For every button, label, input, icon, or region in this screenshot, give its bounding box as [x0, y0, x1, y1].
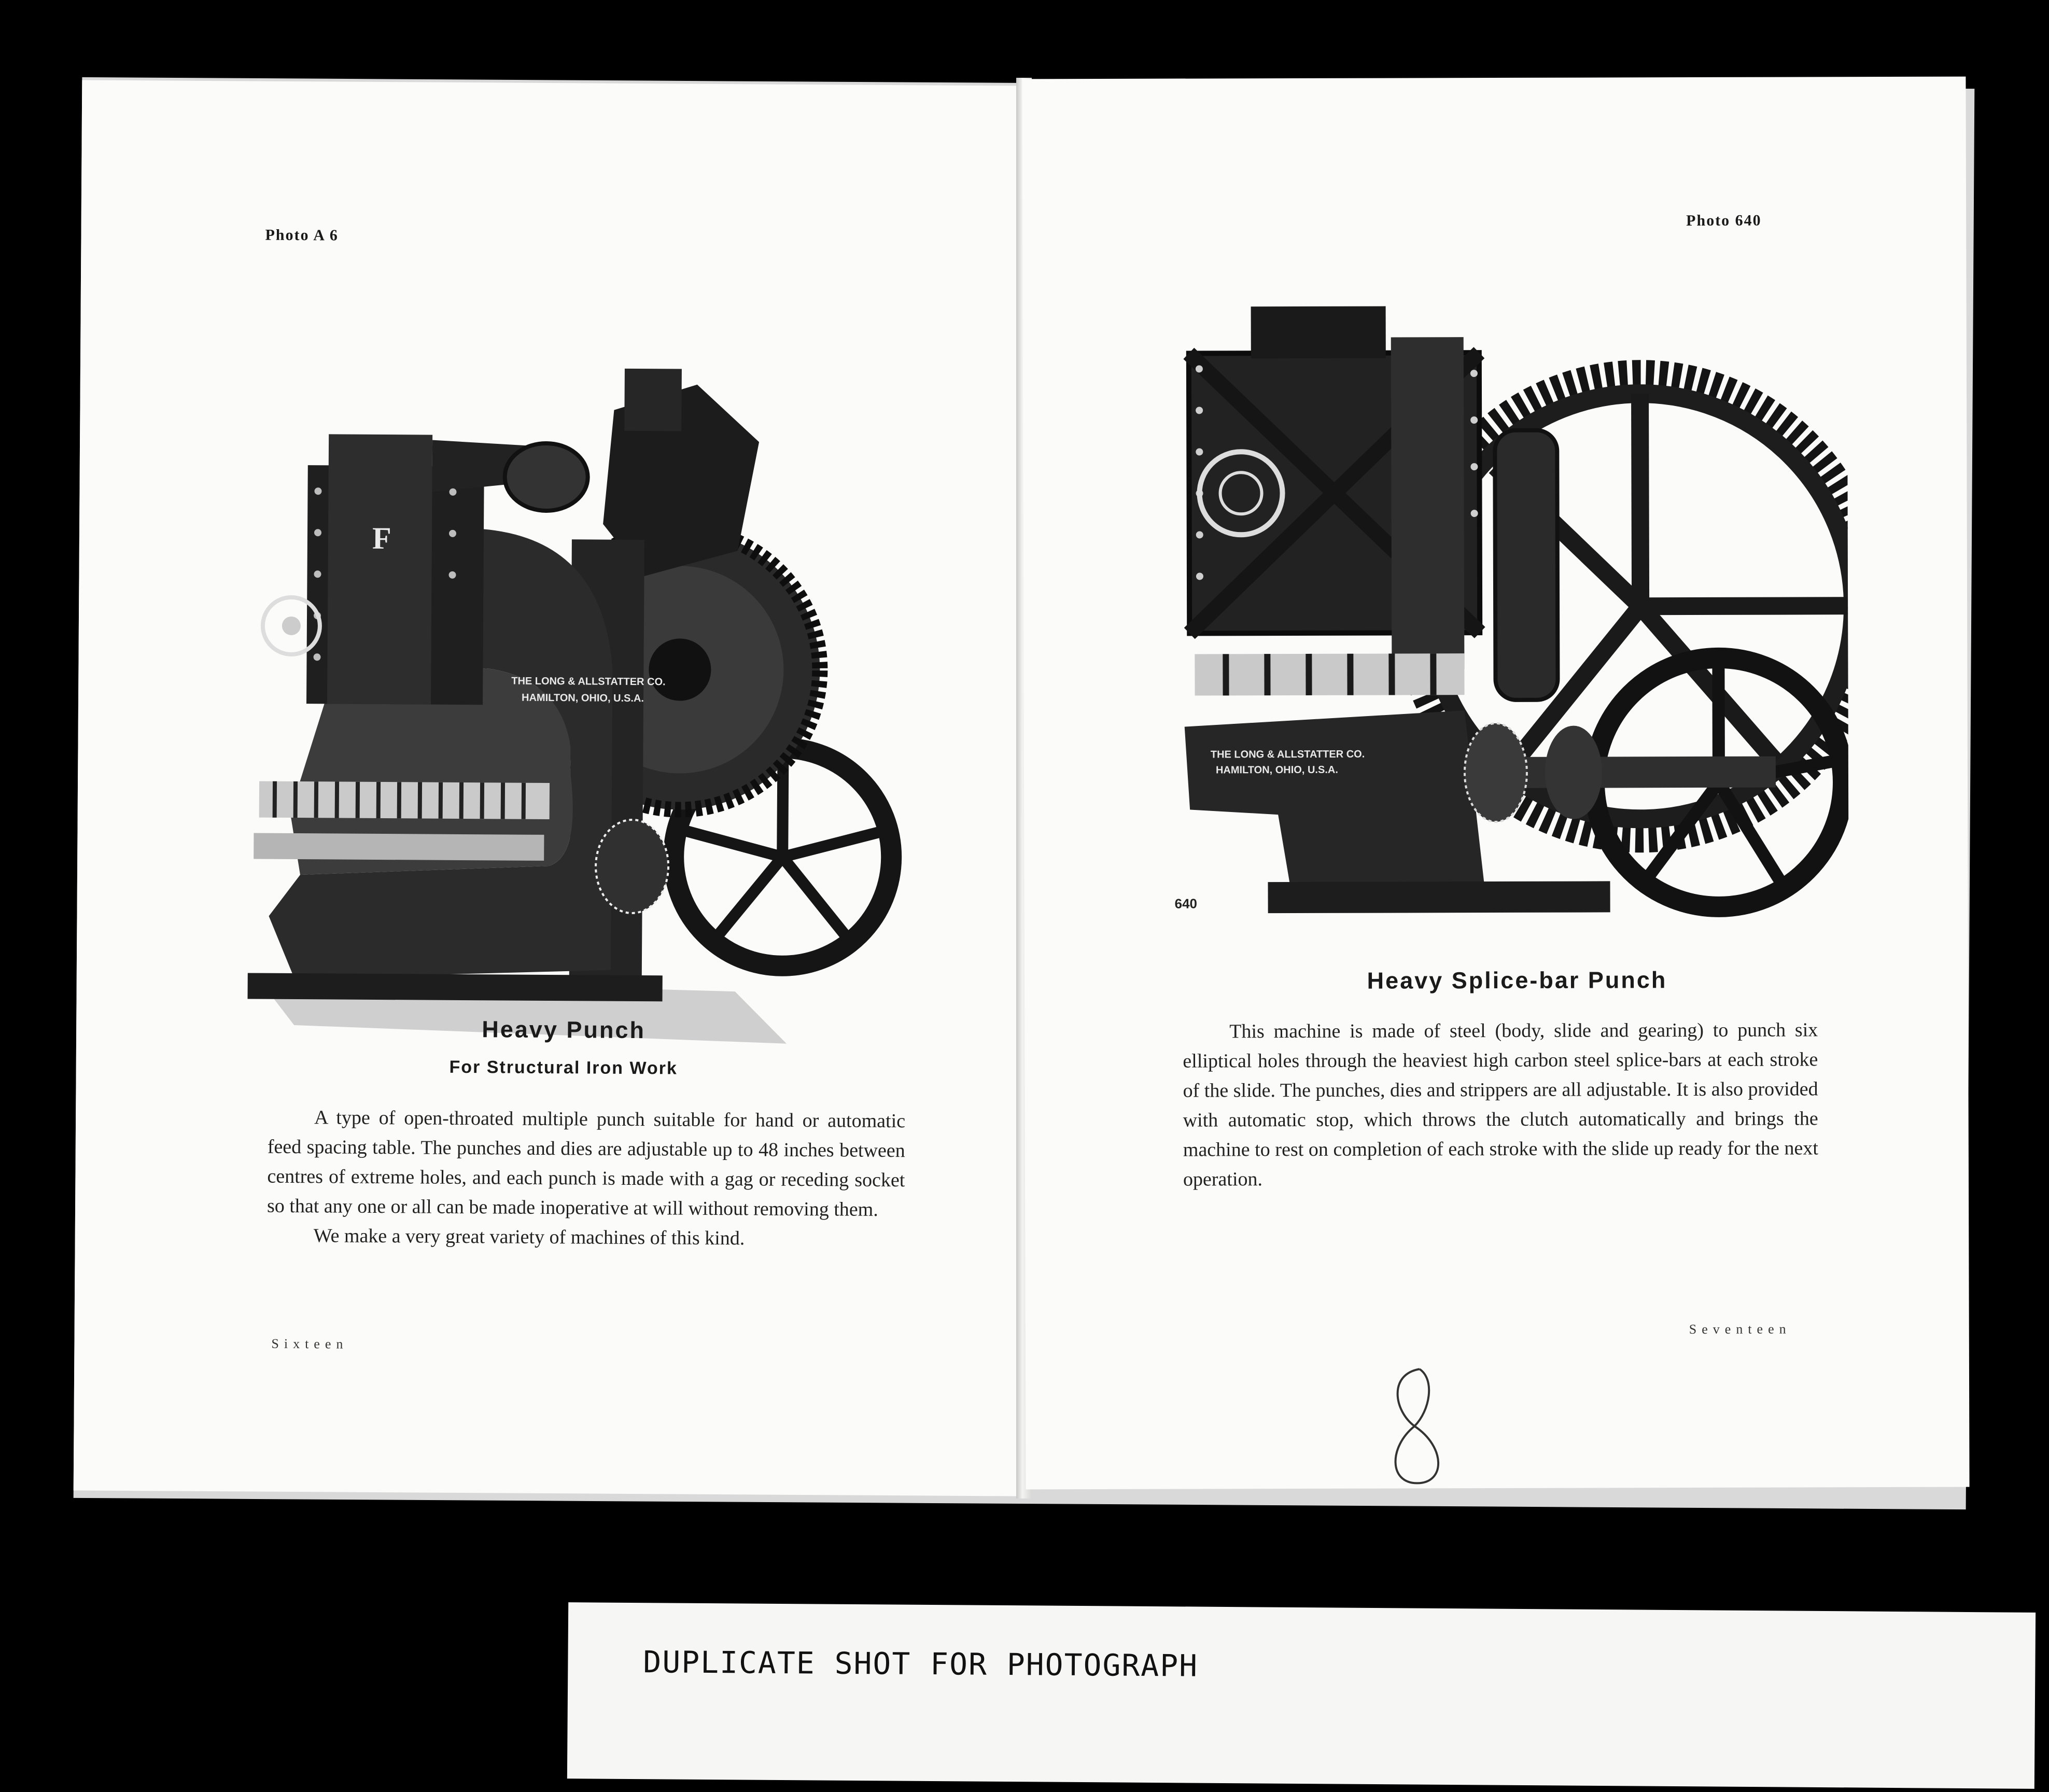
archive-label-card	[567, 1602, 2036, 1789]
heavy-punch-machine-drawing	[237, 304, 926, 1075]
maker-plate-line2: HAMILTON, OHIO, U.S.A.	[521, 692, 644, 705]
left-description	[267, 1103, 906, 1255]
right-paragraph: This machine is made of steel (body, slide and gearing) to punch six elliptical holes through the heaviest high carbon steel splice-bars at each stroke of the slide. The punches, dies and strippers are all adjustable. It is also provided with automatic stop, which throws the clutch automatically and brings the machine to rest on completion of each stroke with the slide up ready for the next operation.	[1183, 1019, 1818, 1191]
maker-plate-line2: HAMILTON, OHIO, U.S.A.	[1215, 764, 1338, 776]
photo-label-left: Photo A 6	[265, 226, 339, 244]
left-paragraph-2: We make a very great variety of machines of this kind.	[313, 1225, 745, 1250]
right-title: Heavy Splice-bar Punch	[1367, 967, 1667, 994]
right-description	[1183, 1015, 1818, 1194]
photo-label-right: Photo 640	[1686, 212, 1762, 230]
frame-letter: F	[372, 521, 391, 556]
right-page	[1022, 77, 1969, 1490]
left-paragraph-1: A type of open-throated multiple punch suitable for hand or automatic feed spacing table. The punches and dies are adjustable up to 48 inches between centres of extreme holes, and each punch is made with a gag or receding socket so that any one or all can be made inoperative at will without removing them.	[266, 1107, 906, 1221]
splice-bar-punch-illustration	[1173, 295, 1849, 981]
folio-left: Sixteen	[271, 1336, 348, 1352]
machine-number: 640	[1174, 895, 1198, 912]
left-subtitle: For Structural Iron Work	[449, 1057, 678, 1079]
maker-plate-line1: THE LONG & ALLSTATTER CO.	[1210, 748, 1365, 761]
heavy-punch-illustration	[237, 304, 926, 1075]
left-page	[74, 80, 1026, 1496]
folio-right: Seventeen	[1689, 1321, 1791, 1337]
left-title: Heavy Punch	[482, 1016, 646, 1044]
handwritten-number-8	[1368, 1359, 1462, 1489]
maker-plate-line1: THE LONG & ALLSTATTER CO.	[511, 675, 666, 688]
duplicate-shot-label: DUPLICATE SHOT FOR PHOTOGRAPH	[643, 1644, 1199, 1684]
splice-bar-punch-machine-drawing	[1173, 295, 1849, 981]
